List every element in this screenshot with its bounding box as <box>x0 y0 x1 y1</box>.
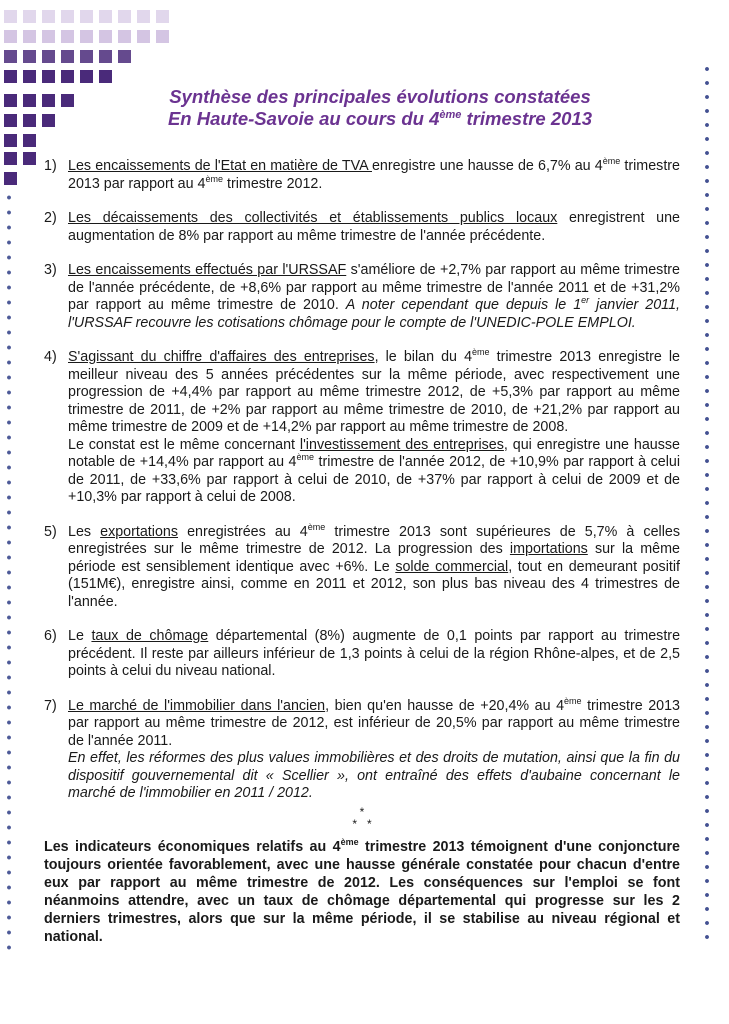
item-heading: importations <box>509 541 588 557</box>
superscript: ème <box>602 156 621 167</box>
item-text-part: Le <box>68 628 92 644</box>
item-text-part: s'améliore de +2,7% par rapport au même trimestre de l'année précédente, de +8,6% par rapport au même trimestre de l'année 2011 et de +31,2% par rapport au même trimestre de 2010. <box>68 262 681 313</box>
decorative-square <box>80 30 93 43</box>
right-dotted-border <box>704 62 710 942</box>
decorative-square <box>42 30 55 43</box>
item-text-part: trimestre 2013 enregistre le meilleur niveau des 5 années précédentes sur la même période, avec respectivement une progression de +4,4% par rapport au même trimestre 2012, de +5,3% par rapport au même trimestre de 2011, de +2% par rapport au même trimestre de 2010, de +21,2% par rapport au même trimestre de 2009 et de +14,2% par rapport au même trimestre de 2008. <box>68 349 680 435</box>
decorative-square <box>80 10 93 23</box>
item-text <box>68 262 680 332</box>
item-number: 2) <box>44 210 57 226</box>
item-text-part: trimestre 2013 par rapport au 4 <box>68 158 680 192</box>
item-text <box>68 695 681 803</box>
decorative-square <box>4 134 17 147</box>
decorative-square <box>137 30 150 43</box>
item-paragraph-2 <box>68 437 680 507</box>
document-body <box>44 158 680 946</box>
item-heading: taux de chômage <box>91 628 209 644</box>
item-number: 6) <box>44 628 57 644</box>
item-text-part: enregistre une hausse de 6,7% au 4 <box>371 158 603 174</box>
decorative-square <box>99 30 112 43</box>
title-line-1: Synthèse des principales évolutions constatées <box>169 86 591 107</box>
list-item-6 <box>44 628 680 681</box>
decorative-square <box>42 70 55 83</box>
item-text-part: , tout en demeurant positif (151M€), enregistre ainsi, comme en 2011 et 2012, son plus bas niveau des 4 trimestres de l'année. <box>68 558 681 610</box>
decorative-square <box>23 10 36 23</box>
item-note: En effet, les réformes des plus values immobilières et des droits de mutation, ainsi que la fin du dispositif gouvernemental dit « Scellier », ont entraîné des effets d'aubaine concernant le marché de l'immobilier en 2011 / 2012. <box>68 750 680 801</box>
item-text-part: , le bilan du 4 <box>374 349 473 365</box>
title-line-2 <box>120 108 640 130</box>
item-text-part: trimestre de l'année 2012, de +10,9% par rapport à celui de 2011, de +33,6% par rapport à celui de 2010, de +37% par rapport à celui de 2009 et de +10,3% par rapport à celui de 2008. <box>68 454 680 505</box>
superscript: ème <box>472 347 490 358</box>
item-heading: Les encaissements effectués par l'URSSAF <box>68 262 347 278</box>
item-text-part: sur la même période est sensiblement identique avec +6%. Le <box>68 541 680 575</box>
item-number: 7) <box>44 697 57 714</box>
superscript: ème <box>296 452 314 463</box>
list-item-3 <box>44 262 680 332</box>
list-item-5 <box>44 521 681 612</box>
decorative-square <box>23 70 36 83</box>
decorative-square <box>42 50 55 63</box>
item-text-part: , bien qu'en hausse de +20,4% au 4 <box>325 697 565 714</box>
item-number: 3) <box>44 262 57 278</box>
decorative-square <box>80 50 93 63</box>
superscript: ème <box>205 173 224 184</box>
decorative-square <box>4 50 17 63</box>
superscript: ème <box>340 836 359 847</box>
item-text-part: trimestre 2012. <box>223 175 323 192</box>
item-heading: l'investissement des entreprises <box>299 436 504 453</box>
list-item-4 <box>44 349 680 507</box>
superscript: ème <box>564 695 582 706</box>
decorative-square <box>23 152 36 165</box>
item-number: 5) <box>44 523 57 540</box>
title-line-2-end: trimestre 2013 <box>461 108 593 129</box>
decorative-square <box>4 94 17 107</box>
item-text-part: départemental (8%) augmente de 0,1 points par rapport au trimestre précédent. Il reste par ailleurs inférieur de 1,3 points à celui de la région Rhône-alpes, et de 2,5 points à celui du niveau national. <box>68 628 681 679</box>
separator-bottom: * * <box>352 816 372 831</box>
conclusion-text: trimestre 2013 témoignent d'une conjoncture toujours orientée favorablement, avec une hausse générale constatée pour chacun d'entre eux par rapport au même trimestre de 2012. Les conséquences sur l'emploi se font néanmoins attendre, avec un taux de chômage départemental qui progresse sur les 2 derniers trimestres, alors que sur la même période, il se stabilise au niveau régional et national. <box>44 838 680 945</box>
list-item-2 <box>44 210 680 245</box>
decorative-square <box>4 30 17 43</box>
title-line-2-text: En Haute-Savoie au cours du 4 <box>167 108 440 129</box>
item-text-part: Les <box>68 523 101 540</box>
decorative-square <box>4 10 17 23</box>
superscript: er <box>581 295 590 306</box>
decorative-square <box>137 10 150 23</box>
decorative-square <box>23 114 36 127</box>
list-item-7 <box>44 695 681 803</box>
decorative-square <box>42 114 55 127</box>
item-heading: exportations <box>100 523 179 540</box>
decorative-square <box>99 10 112 23</box>
page-title <box>120 86 640 130</box>
decorative-square <box>80 70 93 83</box>
decorative-square <box>23 134 36 147</box>
decorative-square <box>61 94 74 107</box>
item-text-part: Le constat est le même concernant <box>68 436 300 453</box>
decorative-square <box>23 30 36 43</box>
conclusion-paragraph <box>44 838 680 946</box>
item-heading: solde commercial <box>395 558 509 575</box>
decorative-square <box>4 152 17 165</box>
decorative-square <box>4 114 17 127</box>
item-text-part: trimestre 2013 par rapport au même trimestre de 2012, est inférieur de 20,5% par rapport au même trimestre de l'année 2011. <box>68 697 681 749</box>
note-text: A noter cependant que depuis le 1 <box>345 297 582 313</box>
separator-top: * <box>359 804 365 819</box>
item-paragraph-1 <box>68 349 680 437</box>
item-number: 1) <box>44 158 57 174</box>
decorative-square <box>4 172 17 185</box>
title-sup: ème <box>439 108 462 121</box>
note-text: janvier 2011, l'URSSAF recouvre les cotisations chômage pour le compte de l'UNEDIC-POLE EMPLOI. <box>68 297 680 331</box>
decorative-square <box>118 30 131 43</box>
decorative-square <box>99 50 112 63</box>
item-text-part: enregistrent une augmentation de 8% par rapport au même trimestre de l'année précédente. <box>68 210 680 244</box>
conclusion-text: Les indicateurs économiques relatifs au 4 <box>44 838 341 855</box>
decorative-square <box>61 50 74 63</box>
decorative-square <box>99 70 112 83</box>
item-text <box>68 628 680 681</box>
item-heading: Les décaissements des collectivités et établissements publics locaux <box>68 210 558 226</box>
item-text <box>68 521 681 612</box>
list-item-1 <box>44 158 680 193</box>
item-heading: S'agissant du chiffre d'affaires des entreprises <box>68 349 375 365</box>
decorative-square <box>156 30 169 43</box>
item-heading: Le marché de l'immobilier dans l'ancien <box>68 697 326 714</box>
superscript: ème <box>307 521 326 532</box>
item-paragraph-1 <box>68 695 681 751</box>
item-heading: Les encaissements de l'Etat en matière de TVA <box>68 158 372 174</box>
item-text-part: trimestre 2013 sont supérieures de 5,7% à celles enregistrées sur le même trimestre de 2012. La progression des <box>68 523 680 557</box>
item-text-part: , qui enregistre une hausse notable de +14,4% par rapport au 4 <box>68 436 680 470</box>
decorative-square <box>42 10 55 23</box>
decorative-square <box>118 50 131 63</box>
decorative-square <box>23 94 36 107</box>
left-dotted-border <box>6 190 12 960</box>
item-text <box>68 158 680 193</box>
decorative-square <box>23 50 36 63</box>
separator-stars <box>44 806 680 830</box>
decorative-square <box>42 94 55 107</box>
decorative-square <box>118 10 131 23</box>
item-number: 4) <box>44 349 57 365</box>
decorative-square <box>4 70 17 83</box>
decorative-square <box>61 10 74 23</box>
decorative-square <box>61 30 74 43</box>
decorative-square <box>156 10 169 23</box>
item-text-part: enregistrées au 4 <box>178 523 308 540</box>
item-text <box>68 349 680 507</box>
decorative-square <box>61 70 74 83</box>
item-text <box>68 210 680 245</box>
